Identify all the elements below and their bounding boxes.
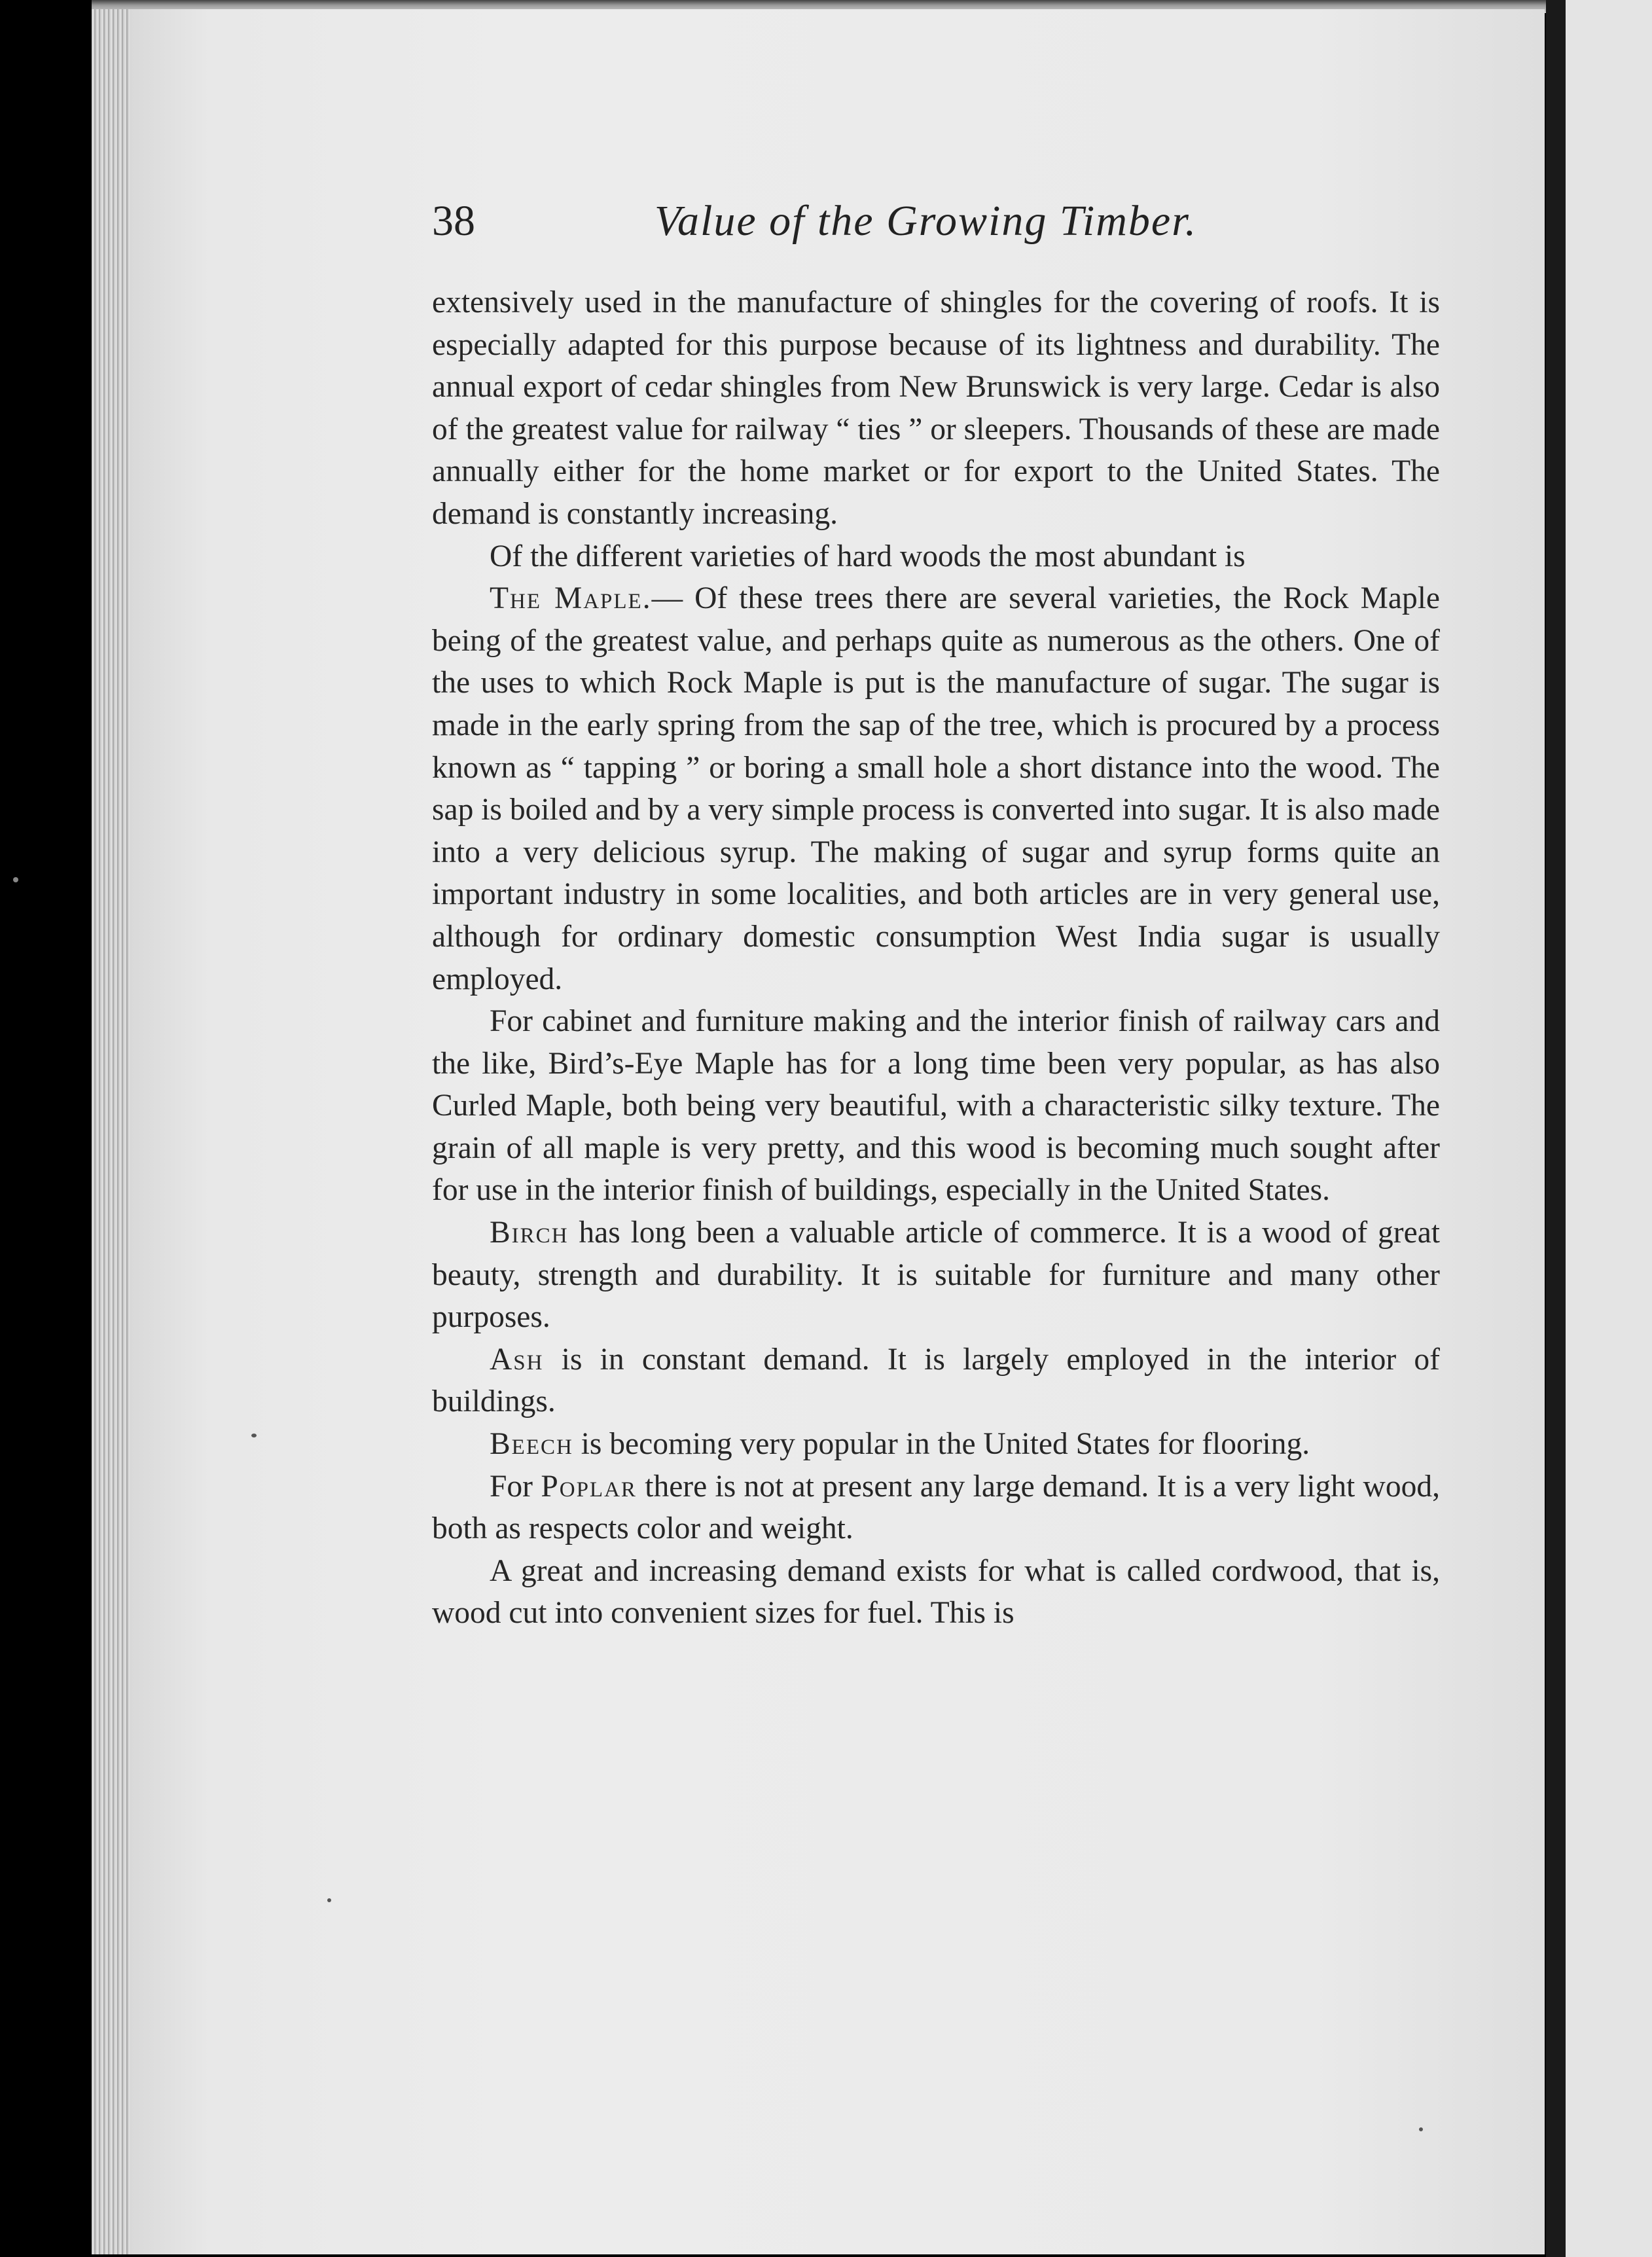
scan-speck xyxy=(251,1434,257,1437)
paragraph-3-text: — Of these trees there are several varieties, the Rock Maple being of the greatest value, and perhaps quite as numerous as the others. One of the uses to which Rock Maple is put is the manufacture of sugar. The sugar is made in the early spring from the sap of the tree, which is procured by a process known as “ tapping ” or boring a small hole a short distance into the wood. The sap is boiled and by a very simple process is converted into sugar. It is also made into a very delicious syrup. The making of sugar and syrup forms quite an important industry in some localities, and both articles are in very general use, although for ordinary domestic consumption West India sugar is usually employed. xyxy=(432,581,1440,996)
paragraph-9: A great and increasing demand exists for what is called cordwood, that is, wood cut into convenient sizes for fuel. This is xyxy=(432,1553,1440,1631)
heading-ash: Ash xyxy=(490,1342,544,1377)
paragraph-7-text: is becoming very popular in the United States for flooring. xyxy=(573,1427,1310,1462)
paragraph-4: For cabinet and furniture making and the interior finish of railway cars and the like, Bird’s-Eye Maple has for a long time been very popular, as has also Curled Maple, both being very beautiful, with a characteristic silky texture. The grain of all maple is very pretty, and this wood is becoming much sought after for use in the interior finish of buildings, especially in the United States. xyxy=(432,1004,1440,1208)
paragraph-8 xyxy=(432,1466,1440,1550)
facing-page-edge xyxy=(1566,0,1652,2257)
heading-maple: The Maple. xyxy=(490,581,652,616)
paragraph-6 xyxy=(432,1339,1440,1423)
body-text xyxy=(432,281,1440,1634)
heading-birch: Birch xyxy=(490,1216,569,1250)
heading-beech: Beech xyxy=(490,1427,573,1462)
heading-poplar: Poplar xyxy=(541,1469,637,1504)
paragraph-1: extensively used in the manufacture of shingles for the covering of roofs. It is especially adapted for this purpose because of its lightness and durability. The annual export of cedar shingles from New Brunswick is very large. Cedar is also of the greatest value for railway “ ties ” or sleepers. Thousands of these are made annually either for the home market or for export to the United States. The demand is constantly increasing. xyxy=(432,285,1440,531)
paragraph-7 xyxy=(432,1423,1440,1466)
book-gutter xyxy=(1546,0,1566,2257)
running-head xyxy=(432,196,1440,268)
paragraph-8-lead: For xyxy=(490,1469,541,1504)
paragraph-5-text: has long been a valuable article of commerce. It is a wood of great beauty, strength and durability. It is suitable for furniture and many other purposes. xyxy=(432,1216,1440,1335)
scan-speck xyxy=(1419,2127,1423,2131)
paragraph-3 xyxy=(432,577,1440,1000)
scan-speck xyxy=(13,877,18,882)
scan-speck xyxy=(327,1898,331,1902)
page-number: 38 xyxy=(432,197,475,245)
running-title: Value of the Growing Timber. xyxy=(655,197,1198,245)
paragraph-6-text: is in constant demand. It is largely employed in the interior of buildings. xyxy=(432,1342,1440,1419)
paragraph-5 xyxy=(432,1212,1440,1339)
paragraph-8-text: there is not at present any large demand. It is a very light wood, both as respects color and weight. xyxy=(432,1469,1440,1546)
paragraph-2: Of the different varieties of hard woods the most abundant is xyxy=(490,539,1246,573)
